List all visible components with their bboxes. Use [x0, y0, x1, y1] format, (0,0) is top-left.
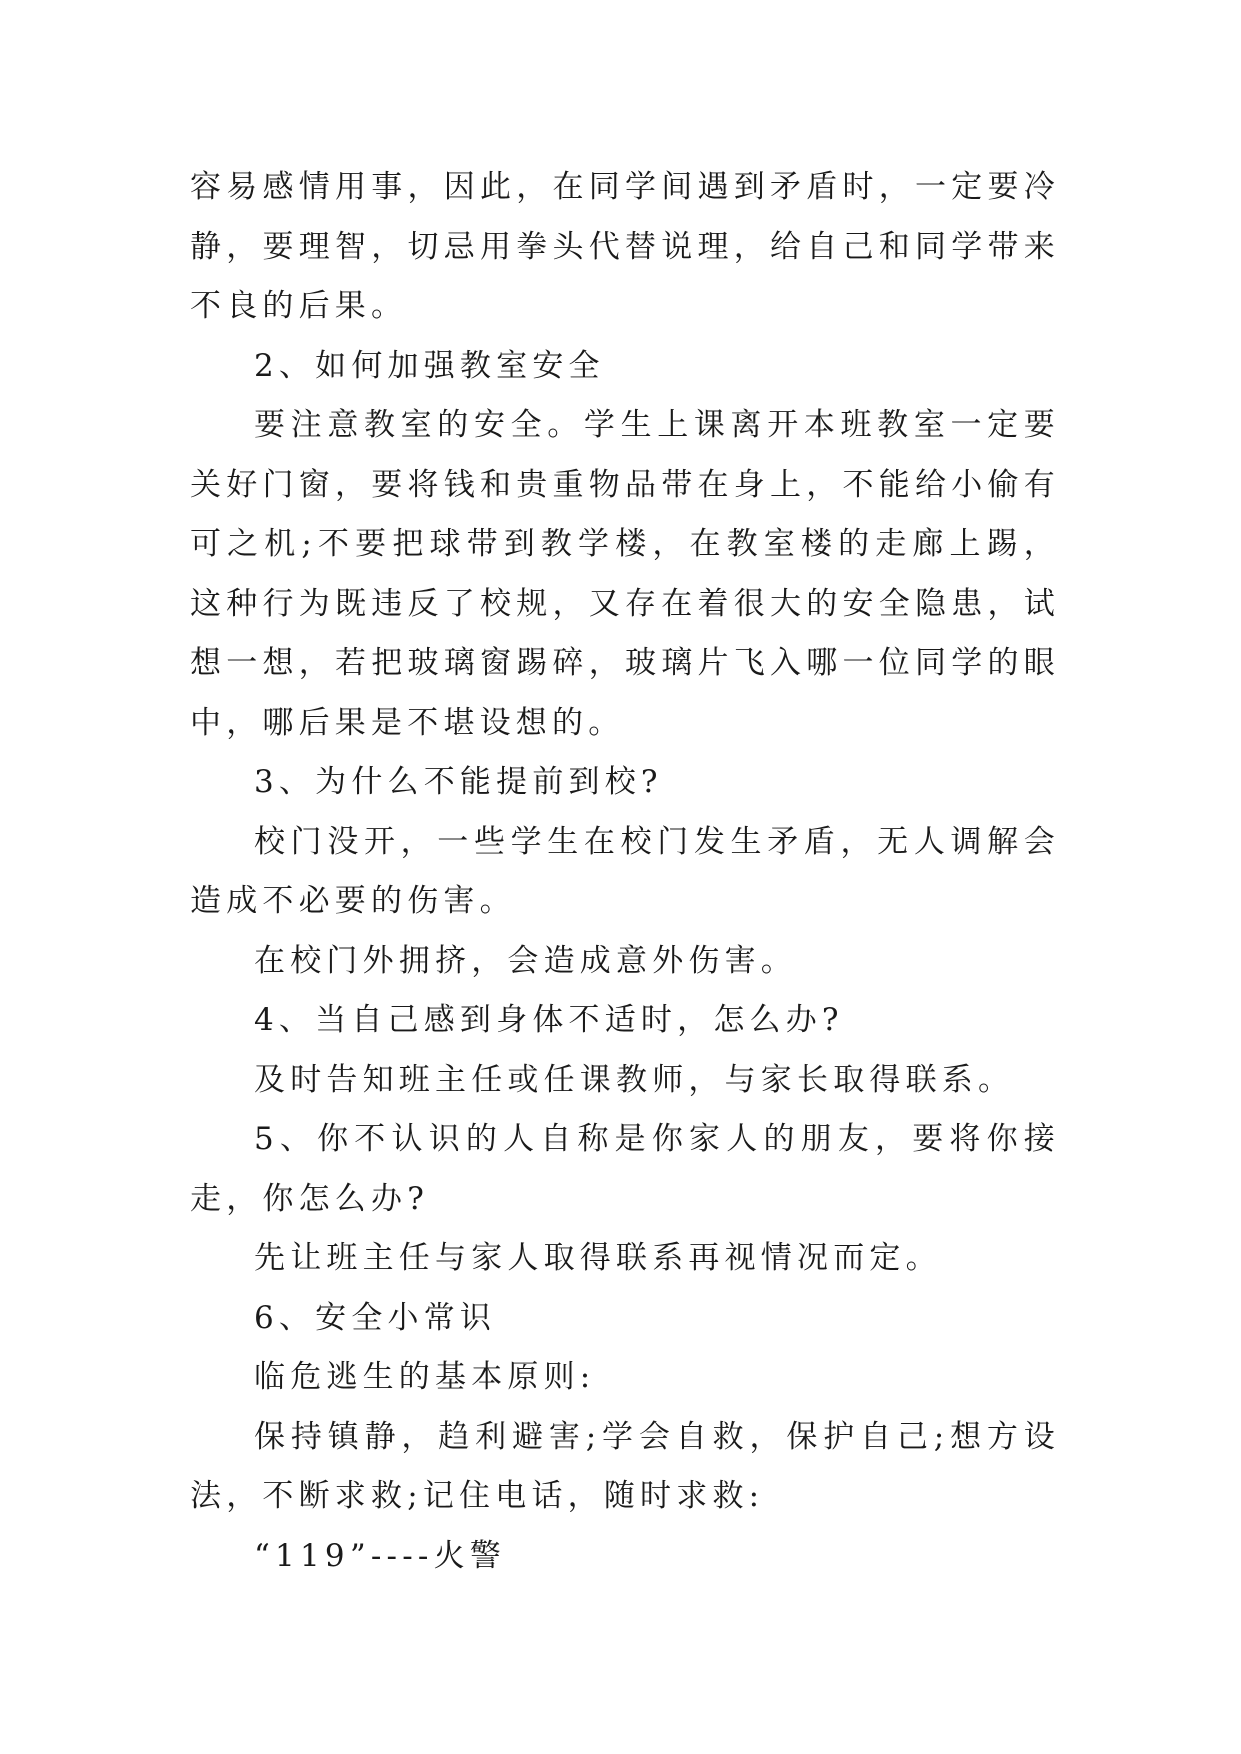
paragraph: 容易感情用事，因此，在同学间遇到矛盾时，一定要冷静，要理智，切忌用拳头代替说理，给自己和同学带来不良的后果。	[190, 169, 1060, 324]
paragraph: 在校门外拥挤，会造成意外伤害。	[254, 942, 797, 979]
paragraph: 保持镇静，趋利避害;学会自救，保护自己;想方设法，不断求救;记住电话，随时求救:	[190, 1418, 1060, 1514]
section-heading-early-arrival: 3、为什么不能提前到校?	[254, 764, 663, 800]
emergency-number-line: “119”----火警	[254, 1537, 506, 1574]
section-heading-classroom-safety: 2、如何加强教室安全	[254, 347, 605, 384]
paragraph: 要注意教室的安全。学生上课离开本班教室一定要关好门窗，要将钱和贵重物品带在身上，不能给小偷有可之机;不要把球带到教学楼，在教室楼的走廊上踢，这种行为既违反了校规，又存在着很大的安全隐患，试想一想，若把玻璃窗踢碎，玻璃片飞入哪一位同学的眼中，哪后果是不堪设想的。	[190, 407, 1060, 741]
paragraph: 及时告知班主任或任课教师，与家长取得联系。	[254, 1061, 1015, 1098]
document-body	[190, 158, 1060, 1586]
paragraph: 先让班主任与家人取得联系再视情况而定。	[254, 1240, 942, 1276]
paragraph: 临危逃生的基本原则:	[254, 1359, 596, 1395]
section-heading-safety-tips: 6、安全小常识	[254, 1299, 497, 1336]
section-heading-feeling-unwell: 4、当自己感到身体不适时，怎么办?	[254, 1002, 844, 1038]
paragraph: 校门没开，一些学生在校门发生矛盾，无人调解会造成不必要的伤害。	[190, 823, 1060, 919]
section-heading-stranger-pickup: 5、你不认识的人自称是你家人的朋友，要将你接走，你怎么办?	[190, 1121, 1060, 1217]
